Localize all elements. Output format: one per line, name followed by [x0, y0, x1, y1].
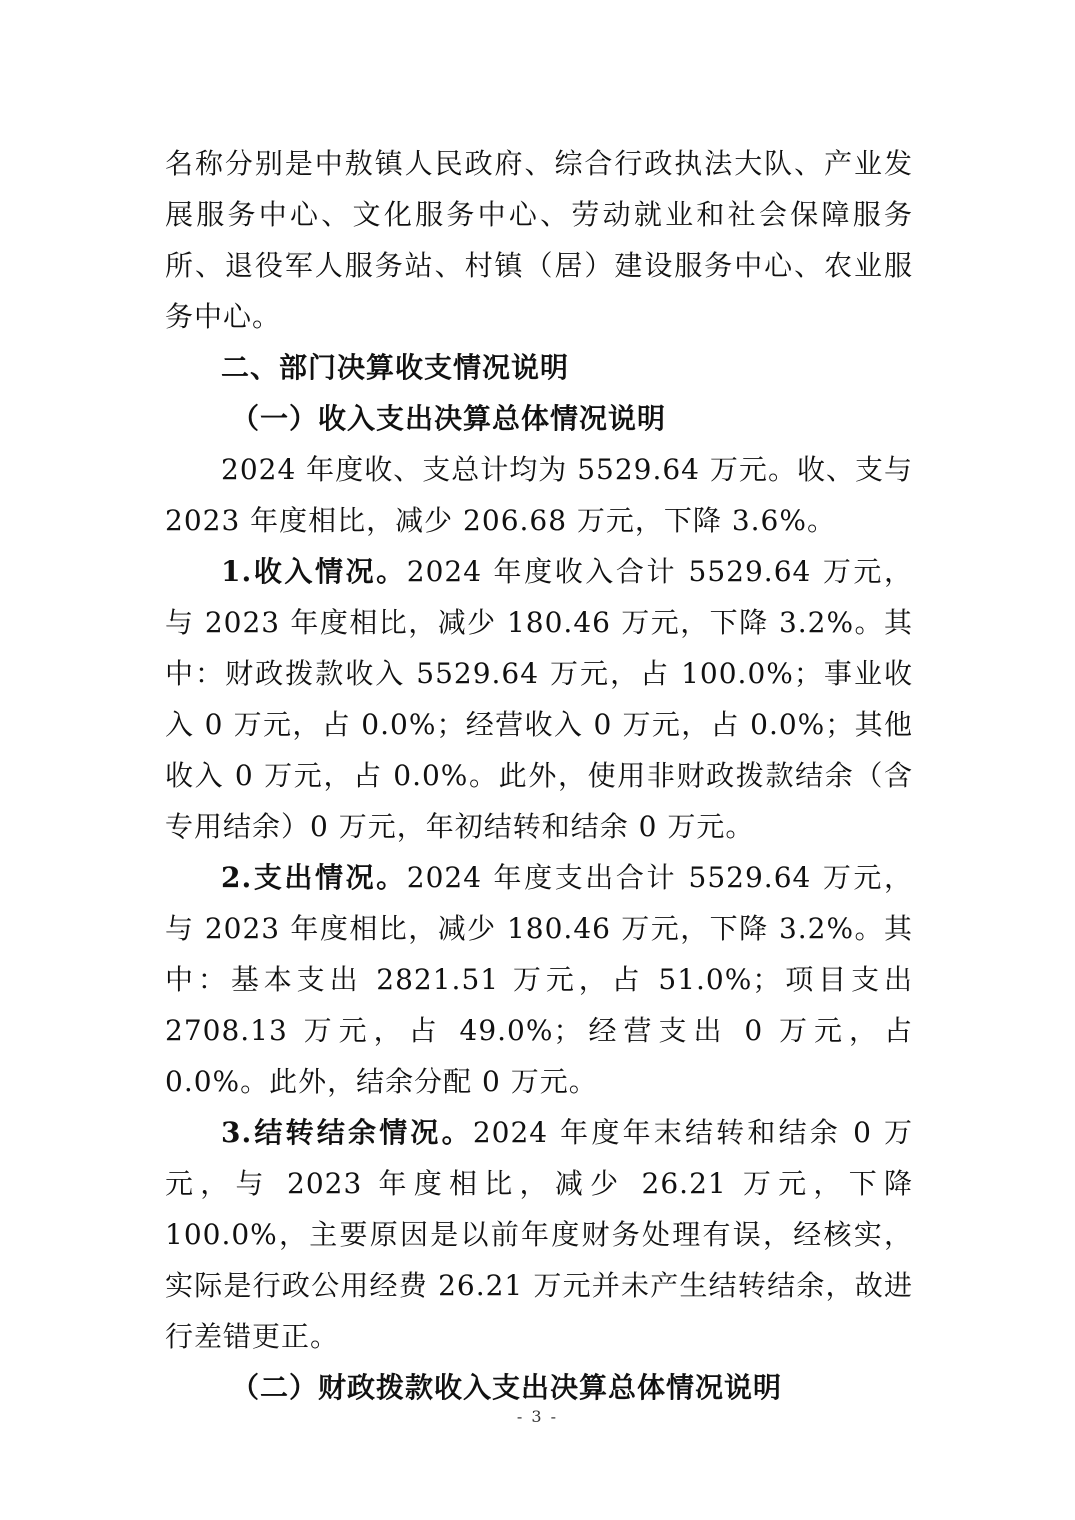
overview-paragraph: 2024 年度收、支总计均为 5529.64 万元。收、支与 2023 年度相比，减少 206.68 万元，下降 3.6%。 [165, 453, 913, 537]
income-paragraph [165, 546, 913, 852]
document-body [165, 138, 913, 1413]
expenditure-text: 2024 年度支出合计 5529.64 万元，与 2023 年度相比，减少 180.46 万元，下降 3.2%。其中：基本支出 2821.51 万元，占 51.0%；项目支出 2708.13 万元，占 49.0%；经营支出 0 万元，占 0.0%。此外，结余分配 0 万元。 [165, 861, 914, 1098]
carryover-lead: 3.结转结余情况。 [221, 1116, 473, 1149]
carryover-paragraph [165, 1107, 913, 1362]
expenditure-paragraph [165, 852, 913, 1107]
carryover-text: 2024 年度年末结转和结余 0 万元，与 2023 年度相比，减少 26.21 万元，下降 100.0%，主要原因是以前年度财务处理有误，经核实，实际是行政公用经费 26.21 万元并未产生结转结余，故进行差错更正。 [165, 1116, 913, 1353]
income-lead: 1.收入情况。 [221, 555, 407, 588]
subsection-heading-2: （二）财政拨款收入支出决算总体情况说明 [231, 1371, 783, 1404]
income-text: 2024 年度收入合计 5529.64 万元，与 2023 年度相比，减少 180.46 万元，下降 3.2%。其中：财政拨款收入 5529.64 万元，占 100.0%；事业收入 0 万元，占 0.0%；经营收入 0 万元，占 0.0%；其他收入 0 万元，占 0.0%。此外，使用非财政拨款结余（含专用结余）0 万元，年初结转和结余 0 万元。 [165, 555, 914, 843]
page-number: - 3 - [516, 1407, 559, 1426]
subsection-heading-1: （一）收入支出决算总体情况说明 [231, 402, 667, 435]
section-heading-2: 二、部门决算收支情况说明 [221, 351, 570, 384]
expenditure-lead: 2.支出情况。 [221, 861, 407, 894]
intro-paragraph: 名称分别是中敖镇人民政府、综合行政执法大队、产业发展服务中心、文化服务中心、劳动就业和社会保障服务所、退役军人服务站、村镇（居）建设服务中心、农业服务中心。 [165, 147, 913, 333]
